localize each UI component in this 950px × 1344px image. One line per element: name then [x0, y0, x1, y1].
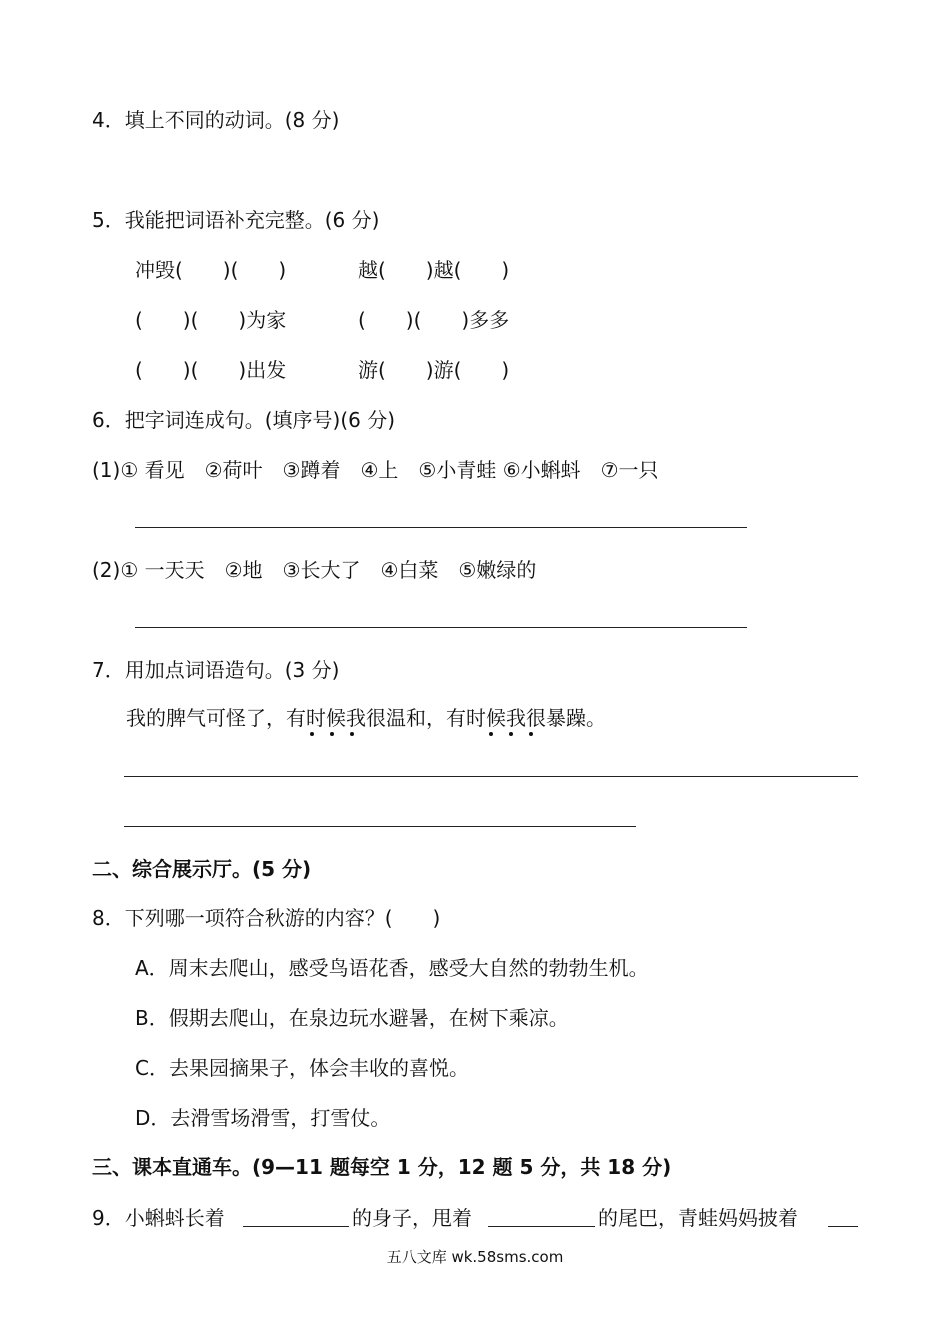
q5-item-1b: 越( )越( ) — [358, 258, 510, 282]
q6-answer-line-2[interactable] — [135, 627, 747, 628]
section-3-heading: 三、课本直通车。(9—11 题每空 1 分，12 题 5 分，共 18 分) — [92, 1155, 672, 1179]
q5-item-2a: ( )( )为家 — [135, 308, 287, 332]
section-2-heading: 二、综合展示厅。(5 分) — [92, 857, 312, 881]
q5-title: 5．我能把词语补充完整。(6 分) — [92, 208, 380, 232]
q9-text-2: 的身子，甩着 — [352, 1206, 472, 1230]
q5-item-2b: ( )( )多多 — [358, 308, 510, 332]
q9-blank-1[interactable] — [243, 1226, 349, 1227]
footer-watermark: 五八文库 wk.58sms.com — [386, 1248, 564, 1266]
q8-option-b: B．假期去爬山，在泉边玩水避暑，在树下乘凉。 — [135, 1006, 569, 1030]
q4-title: 4．填上不同的动词。(8 分) — [92, 108, 340, 132]
q9-text-1: 9．小蝌蚪长着 — [92, 1206, 225, 1230]
q9-text-3: 的尾巴，青蛙妈妈披着 — [598, 1206, 798, 1230]
q7-sentence: 我的脾气可怪了，有时候我很温和，有时候我很暴躁。 — [126, 706, 606, 730]
q5-item-3b: 游( )游( ) — [358, 358, 510, 382]
q6-part-2: (2)① 一天天 ②地 ③长大了 ④白菜 ⑤嫩绿的 — [92, 558, 537, 582]
q7-title: 7．用加点词语造句。(3 分) — [92, 658, 340, 682]
q6-title: 6．把字词连成句。(填序号)(6 分) — [92, 408, 396, 432]
emphasis-dot — [350, 732, 354, 736]
q8-option-d: D．去滑雪场滑雪，打雪仗。 — [135, 1106, 391, 1130]
emphasis-dot — [310, 732, 314, 736]
q9-blank-3[interactable] — [828, 1226, 858, 1227]
emphasis-dot — [509, 732, 513, 736]
q5-item-3a: ( )( )出发 — [135, 358, 287, 382]
q5-item-1a: 冲毁( )( ) — [135, 258, 287, 282]
q6-part-1: (1)① 看见 ②荷叶 ③蹲着 ④上 ⑤小青蛙 ⑥小蝌蚪 ⑦一只 — [92, 458, 659, 482]
q6-answer-line-1[interactable] — [135, 527, 747, 528]
q8-option-c: C．去果园摘果子，体会丰收的喜悦。 — [135, 1056, 469, 1080]
q8-title: 8．下列哪一项符合秋游的内容？( ) — [92, 906, 441, 930]
q9-blank-2[interactable] — [488, 1226, 595, 1227]
emphasis-dot — [489, 732, 493, 736]
q8-option-a: A．周末去爬山，感受鸟语花香，感受大自然的勃勃生机。 — [135, 956, 649, 980]
emphasis-dot — [330, 732, 334, 736]
q7-answer-line-2[interactable] — [124, 826, 636, 827]
q7-answer-line-1[interactable] — [124, 776, 858, 777]
emphasis-dot — [529, 732, 533, 736]
